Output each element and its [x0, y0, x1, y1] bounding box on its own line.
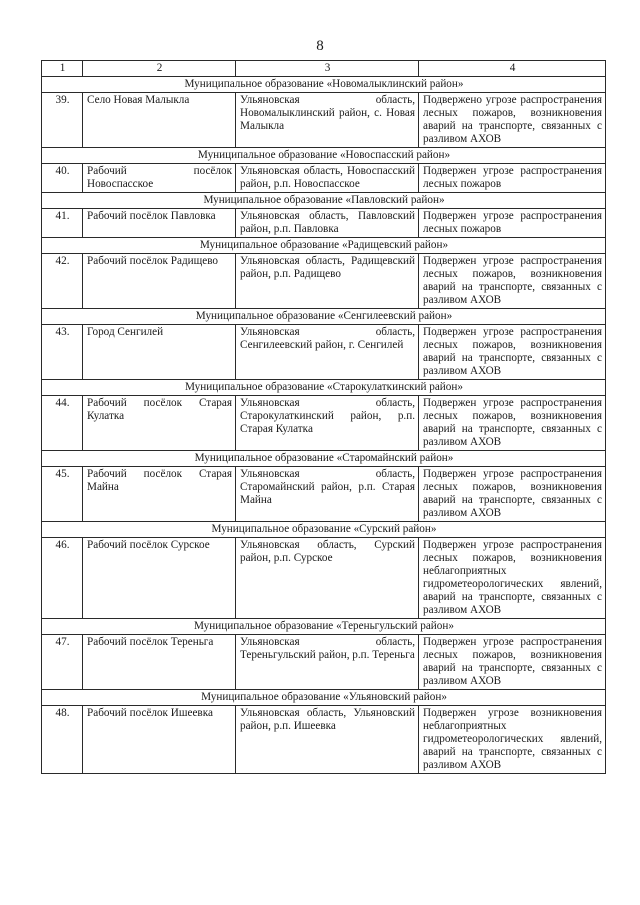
row-number: 48. — [42, 706, 83, 774]
group-header-row — [42, 451, 606, 467]
risk-description: Подвержен угрозе распространения лесных пожаров, возникновения аварий на транспорте, связанных с разливом АХОВ — [419, 325, 606, 380]
row-number: 39. — [42, 93, 83, 148]
group-header-row — [42, 148, 606, 164]
risk-description: Подвержен угрозе возникновения неблагоприятных гидрометеорологических явлений, аварий на транспорте, связанных с разливом АХОВ — [419, 706, 606, 774]
municipality-title: Муниципальное образование «Старомайнский район» — [42, 451, 606, 467]
row-number: 44. — [42, 396, 83, 451]
table-row — [42, 164, 606, 193]
settlement-address: Ульяновская область, Павловский район, р.п. Павловка — [236, 209, 419, 238]
group-header-row — [42, 522, 606, 538]
settlement-address: Ульяновская область, Новоспасский район, р.п. Новоспасское — [236, 164, 419, 193]
table-header-row — [42, 61, 606, 77]
risk-description: Подвержен угрозе распространения лесных пожаров, возникновения аварий на транспорте, связанных с разливом АХОВ — [419, 396, 606, 451]
risk-description: Подвержен угрозе распространения лесных пожаров, возникновения аварий на транспорте, связанных с разливом АХОВ — [419, 254, 606, 309]
settlements-table — [41, 60, 606, 774]
table-row — [42, 209, 606, 238]
column-header: 1 — [42, 61, 83, 77]
municipality-title: Муниципальное образование «Старокулаткинский район» — [42, 380, 606, 396]
municipality-title: Муниципальное образование «Павловский район» — [42, 193, 606, 209]
municipality-title: Муниципальное образование «Сурский район» — [42, 522, 606, 538]
table-row — [42, 635, 606, 690]
municipality-title: Муниципальное образование «Радищевский район» — [42, 238, 606, 254]
table-row — [42, 467, 606, 522]
table-row — [42, 325, 606, 380]
municipality-title: Муниципальное образование «Новомалыклинский район» — [42, 77, 606, 93]
page-number: 8 — [316, 38, 324, 54]
row-number: 42. — [42, 254, 83, 309]
column-header: 2 — [83, 61, 236, 77]
risk-description: Подвержен угрозе распространения лесных пожаров, возникновения неблагоприятных гидрометеорологических явлений, аварий на транспорте, связанных с разливом АХОВ — [419, 538, 606, 619]
group-header-row — [42, 690, 606, 706]
settlement-address: Ульяновская область, Тереньгульский район, р.п. Тереньга — [236, 635, 419, 690]
risk-description: Подвержен угрозе распространения лесных пожаров, возникновения аварий на транспорте, связанных с разливом АХОВ — [419, 467, 606, 522]
risk-description: Подвержено угрозе распространения лесных пожаров, возникновения аварий на транспорте, связанных с разливом АХОВ — [419, 93, 606, 148]
settlement-address: Ульяновская область, Сенгилеевский район, г. Сенгилей — [236, 325, 419, 380]
table-row — [42, 93, 606, 148]
settlement-name: Рабочий посёлок Радищево — [83, 254, 236, 309]
group-header-row — [42, 193, 606, 209]
municipality-title: Муниципальное образование «Тереньгульский район» — [42, 619, 606, 635]
settlement-name: Рабочий посёлок Старая Майна — [83, 467, 236, 522]
group-header-row — [42, 77, 606, 93]
risk-description: Подвержен угрозе распространения лесных пожаров, возникновения аварий на транспорте, связанных с разливом АХОВ — [419, 635, 606, 690]
row-number: 41. — [42, 209, 83, 238]
municipality-title: Муниципальное образование «Новоспасский район» — [42, 148, 606, 164]
table-row — [42, 538, 606, 619]
settlement-address: Ульяновская область, Новомалыклинский район, с. Новая Малыкла — [236, 93, 419, 148]
group-header-row — [42, 380, 606, 396]
risk-description: Подвержен угрозе распространения лесных пожаров — [419, 209, 606, 238]
municipality-title: Муниципальное образование «Ульяновский район» — [42, 690, 606, 706]
municipality-title: Муниципальное образование «Сенгилеевский район» — [42, 309, 606, 325]
table-row — [42, 254, 606, 309]
group-header-row — [42, 238, 606, 254]
column-header: 4 — [419, 61, 606, 77]
settlement-address: Ульяновская область, Радищевский район, р.п. Радищево — [236, 254, 419, 309]
settlement-name: Рабочий посёлок Сурское — [83, 538, 236, 619]
settlement-address: Ульяновская область, Старомайнский район, р.п. Старая Майна — [236, 467, 419, 522]
row-number: 47. — [42, 635, 83, 690]
settlement-name: Рабочий посёлок Тереньга — [83, 635, 236, 690]
settlement-name: Село Новая Малыкла — [83, 93, 236, 148]
risk-description: Подвержен угрозе распространения лесных пожаров — [419, 164, 606, 193]
row-number: 43. — [42, 325, 83, 380]
group-header-row — [42, 309, 606, 325]
settlement-address: Ульяновская область, Старокулаткинский район, р.п. Старая Кулатка — [236, 396, 419, 451]
row-number: 46. — [42, 538, 83, 619]
settlement-name: Рабочий посёлок Ишеевка — [83, 706, 236, 774]
group-header-row — [42, 619, 606, 635]
table-row — [42, 706, 606, 774]
table-row — [42, 396, 606, 451]
settlement-name: Рабочий посёлок Новоспасское — [83, 164, 236, 193]
column-header: 3 — [236, 61, 419, 77]
row-number: 45. — [42, 467, 83, 522]
settlement-address: Ульяновская область, Ульяновский район, р.п. Ишеевка — [236, 706, 419, 774]
settlement-name: Рабочий посёлок Павловка — [83, 209, 236, 238]
settlement-name: Город Сенгилей — [83, 325, 236, 380]
settlement-name: Рабочий посёлок Старая Кулатка — [83, 396, 236, 451]
row-number: 40. — [42, 164, 83, 193]
settlement-address: Ульяновская область, Сурский район, р.п. Сурское — [236, 538, 419, 619]
